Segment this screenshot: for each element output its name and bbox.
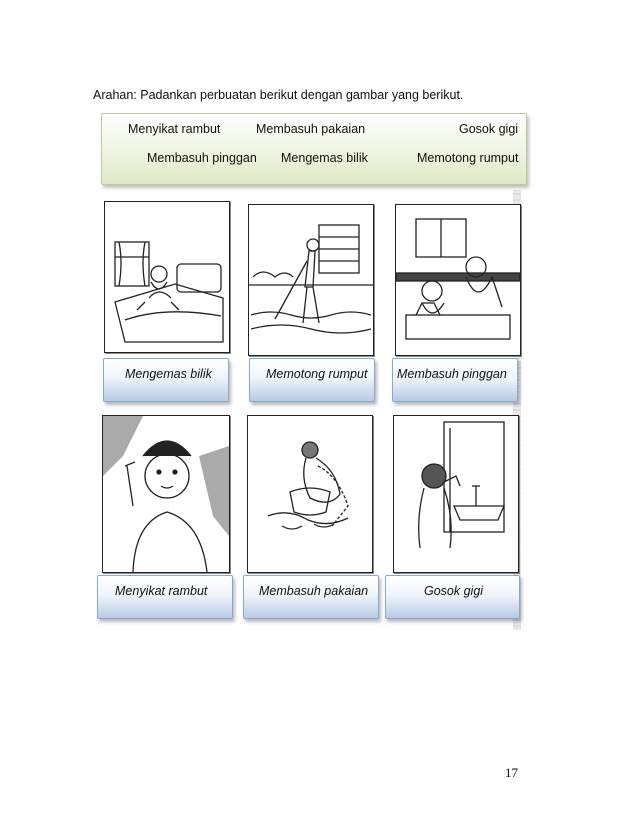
- picture-girl-making-bed: [104, 201, 230, 353]
- picture-boy-brushing-teeth: [393, 415, 519, 573]
- instruction-text: Arahan: Padankan perbuatan berikut dengan gambar yang berikut.: [93, 88, 464, 102]
- answer-label: Mengemas bilik: [103, 358, 229, 402]
- page-number: 17: [505, 765, 518, 780]
- word-bank-item: Menyikat rambut: [128, 122, 221, 136]
- answer-label: Gosok gigi: [385, 575, 520, 619]
- picture-children-washing-dishes: [395, 204, 521, 356]
- picture-boy-combing-hair: [102, 415, 230, 573]
- answer-label: Membasuh pinggan: [392, 358, 518, 402]
- word-bank-item: Gosok gigi: [459, 122, 519, 136]
- answer-label: Menyikat rambut: [97, 575, 233, 619]
- answer-label: Memotong rumput: [249, 358, 375, 402]
- answer-label: Membasuh pakaian: [243, 575, 379, 619]
- word-bank-item: Membasuh pinggan: [147, 151, 257, 165]
- picture-woman-washing-clothes: [247, 415, 373, 573]
- picture-man-cutting-grass: [248, 204, 374, 356]
- word-bank-item: Memotong rumput: [417, 151, 519, 165]
- word-bank-item: Membasuh pakaian: [256, 122, 366, 136]
- word-bank-item: Mengemas bilik: [281, 151, 368, 165]
- word-bank: [101, 113, 527, 185]
